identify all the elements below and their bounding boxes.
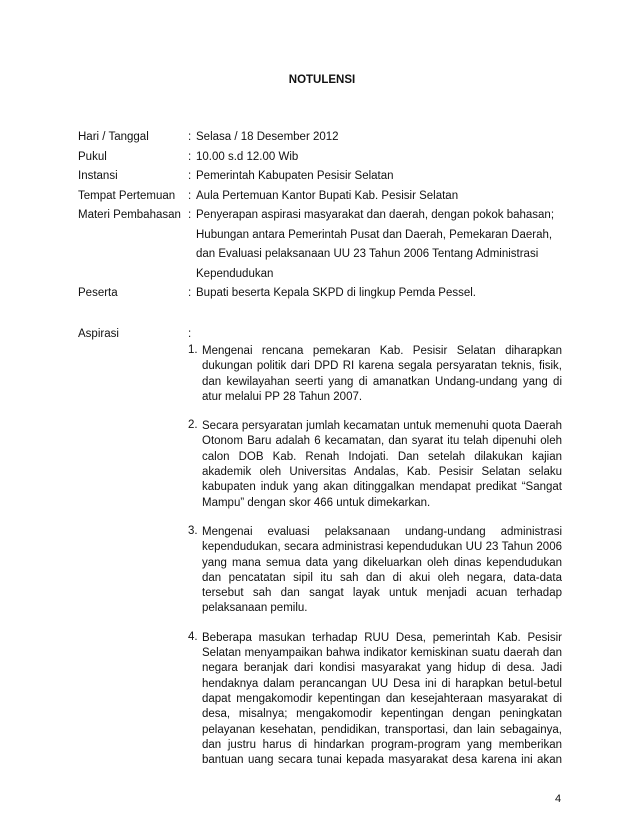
list-item: [188, 344, 562, 405]
list-item-text: Mengenai evaluasi pelaksanaan undang-undang administrasi kependudukan, secara administrasi kependudukan UU 23 Tahun 2006 yang mana semua data yang dikeluarkan oleh dinas kependudukan dan pencatatan sipil itu sah dan di akui oleh negara, data-data tersebut sah dan sangat layak untuk menjadi acuan terhadap pelaksanaan pemilu.: [202, 525, 562, 615]
meta-value: Kependudukan: [196, 267, 274, 280]
list-item-number: 3.: [188, 524, 198, 537]
meta-value: Penyerapan aspirasi masyarakat dan daerah, dengan pokok bahasan;: [196, 209, 555, 221]
meta-colon: :: [188, 150, 192, 163]
meta-value: dan Evaluasi pelaksanaan UU 23 Tahun 2006 Tentang Administrasi: [196, 248, 539, 260]
meta-value: Selasa / 18 Desember 2012: [196, 131, 339, 143]
list-item-text: Mengenai rencana pemekaran Kab. Pesisir Selatan diharapkan dukungan politik dari DPD RI karena segala persyaratan teknis, fisik, dan kewilayahan seerti yang di amanatkan Undang-undang yang di atur melalui PP 28 Tahun 2007.: [202, 345, 562, 403]
document-title: NOTULENSI: [288, 74, 356, 86]
list-item-number: 1.: [188, 344, 198, 356]
meta-row-materi: [78, 206, 562, 284]
meta-row-tempat: [78, 187, 562, 207]
list-item: [188, 419, 562, 511]
meta-value: 10.00 s.d 12.00 Wib: [196, 150, 299, 163]
meta-value: Bupati beserta Kepala SKPD di lingkup Pemda Pessel.: [196, 287, 476, 299]
meta-label: Materi Pembahasan: [78, 209, 181, 221]
meta-row-instansi: [78, 167, 562, 187]
meta-colon: :: [188, 170, 192, 182]
meta-label: Tempat Pertemuan: [78, 189, 176, 202]
list-item-number: 2.: [188, 419, 198, 432]
meta-colon: :: [188, 287, 192, 299]
meta-colon: :: [188, 131, 192, 143]
meta-colon: :: [188, 209, 192, 221]
aspirasi-label: Aspirasi: [78, 328, 119, 340]
list-item-text: Secara persyaratan jumlah kecamatan untuk memenuhi quota Daerah Otonom Baru adalah 6 kecamatan, dan syarat itu telah dipenuhi oleh calon DOB Kab. Renah Indojati. Dan setelah dilakukan kajian akademik oleh Universitas Andalas, Kab. Pesisir Selatan selaku kabupaten induk yang akan ditinggalkan mendapat predikat “Sangat Mampu” dengan skor 466 untuk dimekarkan.: [202, 420, 562, 509]
page-number: 4: [555, 793, 562, 805]
meta-row-pukul: [78, 148, 562, 168]
meta-row-peserta: [78, 284, 562, 304]
meta-colon: :: [188, 189, 192, 202]
meta-row-hari-tanggal: [78, 128, 562, 148]
meta-value: Pemerintah Kabupaten Pesisir Selatan: [196, 170, 394, 182]
meta-label: Instansi: [78, 170, 118, 182]
list-item-text: Beberapa masukan terhadap RUU Desa, pemerintah Kab. Pesisir Selatan menyampaikan bahwa indikator kemiskinan suatu daerah dan negara beranjak dari kondisi masyarakat yang hidup di desa. Jadi hendaknya dalam perancangan UU Desa ini di harapkan betul-betul dapat mengakomodir kepentingan dan kesejahteraan masyarakat di desa, misalnya; mengakomodir kepentingan dengan peningkatan pelayanan kesehatan, pendidikan, transportasi, dan lain sebagainya, dan justru harus di hindarkan program-program yang memberikan bantuan uang secara tunai kepada masyarakat desa karena ini akan: [202, 631, 562, 767]
aspirasi-list: [188, 344, 562, 782]
meta-value: Aula Pertemuan Kantor Bupati Kab. Pesisir Selatan: [196, 189, 459, 202]
meta-label: Peserta: [78, 287, 118, 299]
list-item: [188, 525, 562, 617]
meta-label: Hari / Tanggal: [78, 131, 149, 143]
list-item-number: 4.: [188, 630, 198, 643]
meta-label: Pukul: [78, 150, 107, 163]
meta-value: Hubungan antara Pemerintah Pusat dan Daerah, Pemekaran Daerah,: [196, 228, 553, 241]
list-item: [188, 631, 562, 769]
meta-table: [78, 128, 562, 304]
aspirasi-colon: :: [188, 328, 192, 340]
